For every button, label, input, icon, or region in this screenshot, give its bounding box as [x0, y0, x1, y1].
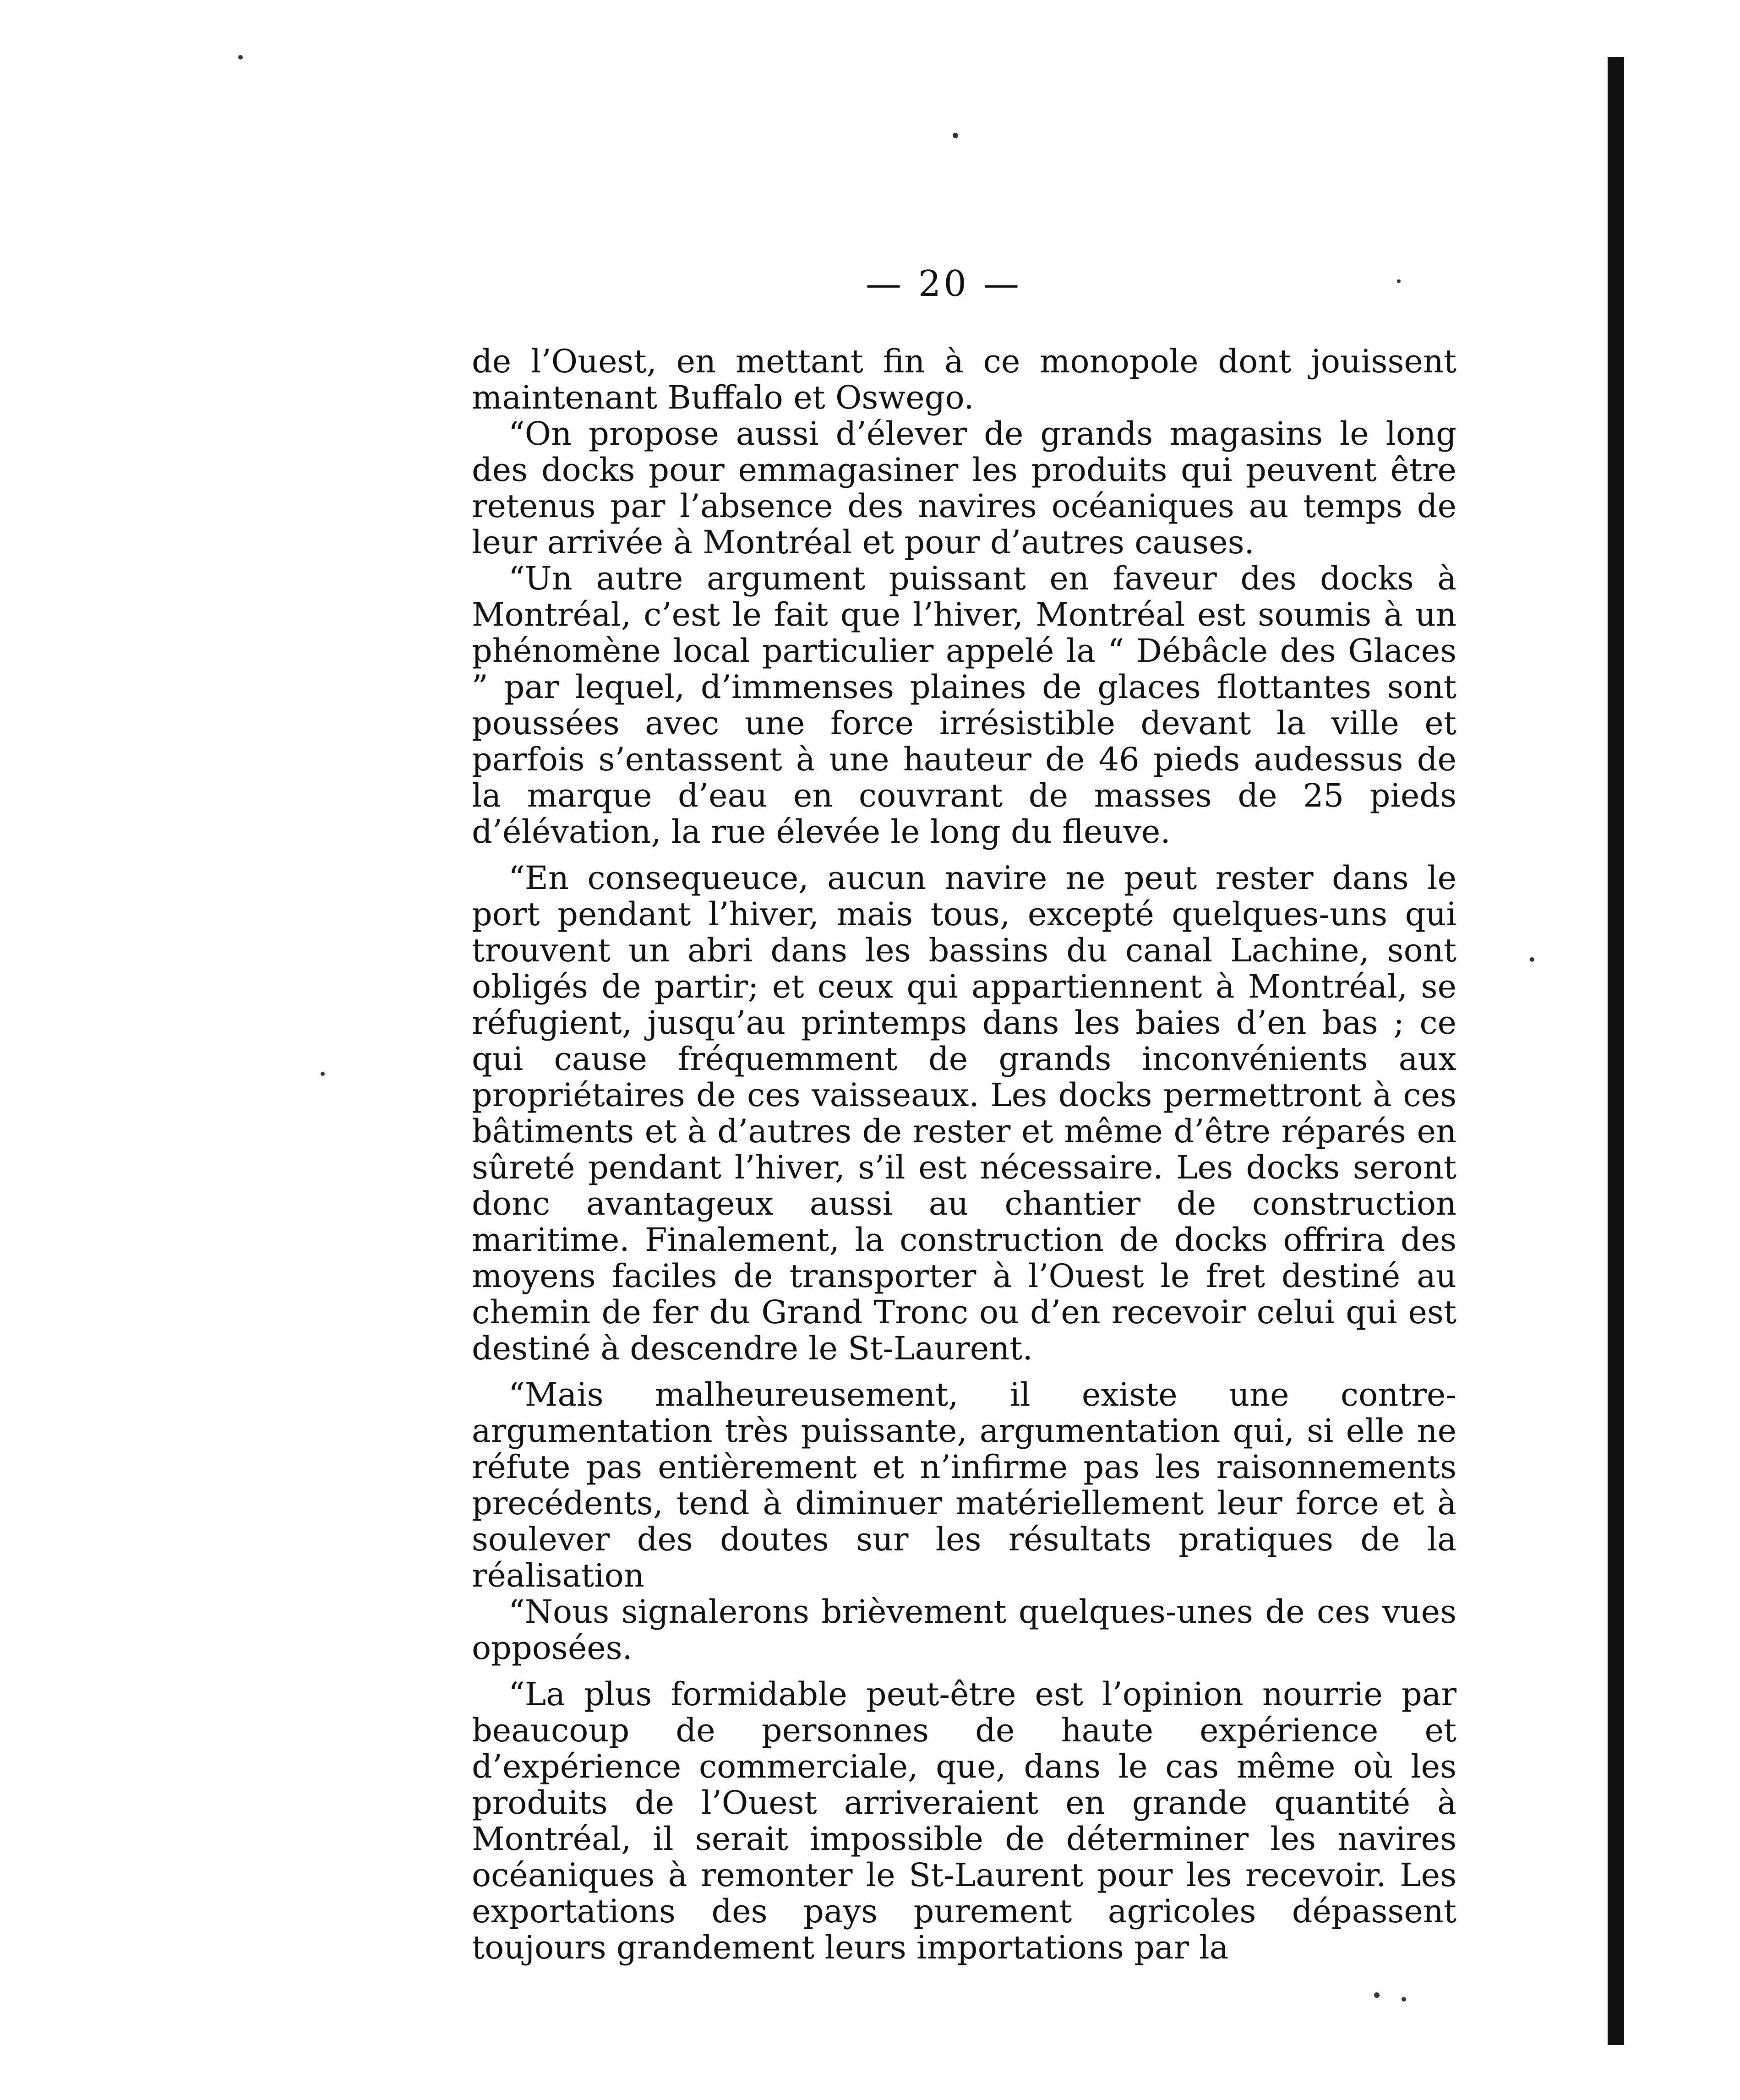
body-text — [472, 344, 1456, 1966]
scan-speck — [321, 1072, 325, 1076]
paragraph-1: de l’Ouest, en mettant fin à ce monopole dont jouissent maintenant Buffalo et Oswego. — [472, 343, 1456, 416]
binding-edge-bar — [1608, 57, 1624, 2045]
paragraph-2: “On propose aussi d’élever de grands magasins le long des docks pour emmagasiner les produits qui peuvent être retenus par l’absence des navires océaniques au temps de leur arrivée à Montréal et pour d’autres causes. — [472, 415, 1456, 561]
scan-speck — [953, 133, 958, 138]
scan-speck — [1402, 1997, 1406, 2002]
scan-speck — [1397, 279, 1401, 283]
scan-speck — [1374, 1992, 1380, 1998]
paragraph-4: “En consequeuce, aucun navire ne peut rester dans le port pendant l’hiver, mais tous, excepté quelques-uns qui trouvent un abri dans les bassins du canal Lachine, sont obligés de partir; et ceux qui appartiennent à Montréal, se réfugient, jusqu’au printemps dans les baies d’en bas ; ce qui cause fréquemment de grands inconvénients aux propriétaires de ces vaisseaux. Les docks permettront à ces bâtiments et à d’autres de rester et même d’être réparés en sûreté pendant l’hiver, s’il est nécessaire. Les docks seront donc avantageux aussi au chantier de construction maritime. Finalement, la construction de docks offrira des moyens faciles de transporter à l’Ouest le fret destiné au chemin de fer du Grand Tronc ou d’en recevoir celui qui est destiné à descendre le St-Laurent. — [472, 859, 1456, 1367]
paragraph-6: “Nous signalerons brièvement quelques-unes de ces vues opposées. — [472, 1593, 1456, 1667]
scan-speck — [238, 55, 243, 60]
scan-speck — [1530, 957, 1534, 962]
page-number: — 20 — — [866, 263, 1022, 305]
paragraph-5: “Mais malheureusement, il existe une contre-argumentation très puissante, argumentation qui, si elle ne réfute pas entièrement et n’infirme pas les raisonnements precédents, tend à diminuer matériellement leur force et à soulever des doutes sur les résultats pratiques de la réalisation — [472, 1376, 1456, 1594]
paragraph-7: “La plus formidable peut-être est l’opinion nourrie par beaucoup de personnes de haute expérience et d’expérience commerciale, que, dans le cas même où les produits de l’Ouest arriveraient en grande quantité à Montréal, il serait impossible de déterminer les navires océaniques à remonter le St-Laurent pour les recevoir. Les exportations des pays purement agricoles dépassent toujours grandement leurs importations par la — [472, 1675, 1456, 1966]
paragraph-3: “Un autre argument puissant en faveur des docks à Montréal, c’est le fait que l’hiver, Montréal est soumis à un phénomène local particulier appelé la “ Débâcle des Glaces ” par lequel, d’immenses plaines de glaces flottantes sont poussées avec une force irrésistible devant la ville et parfois s’entassent à une hauteur de 46 pieds audessus de la marque d’eau en couvrant de masses de 25 pieds d’élévation, la rue élevée le long du fleuve. — [472, 560, 1456, 851]
